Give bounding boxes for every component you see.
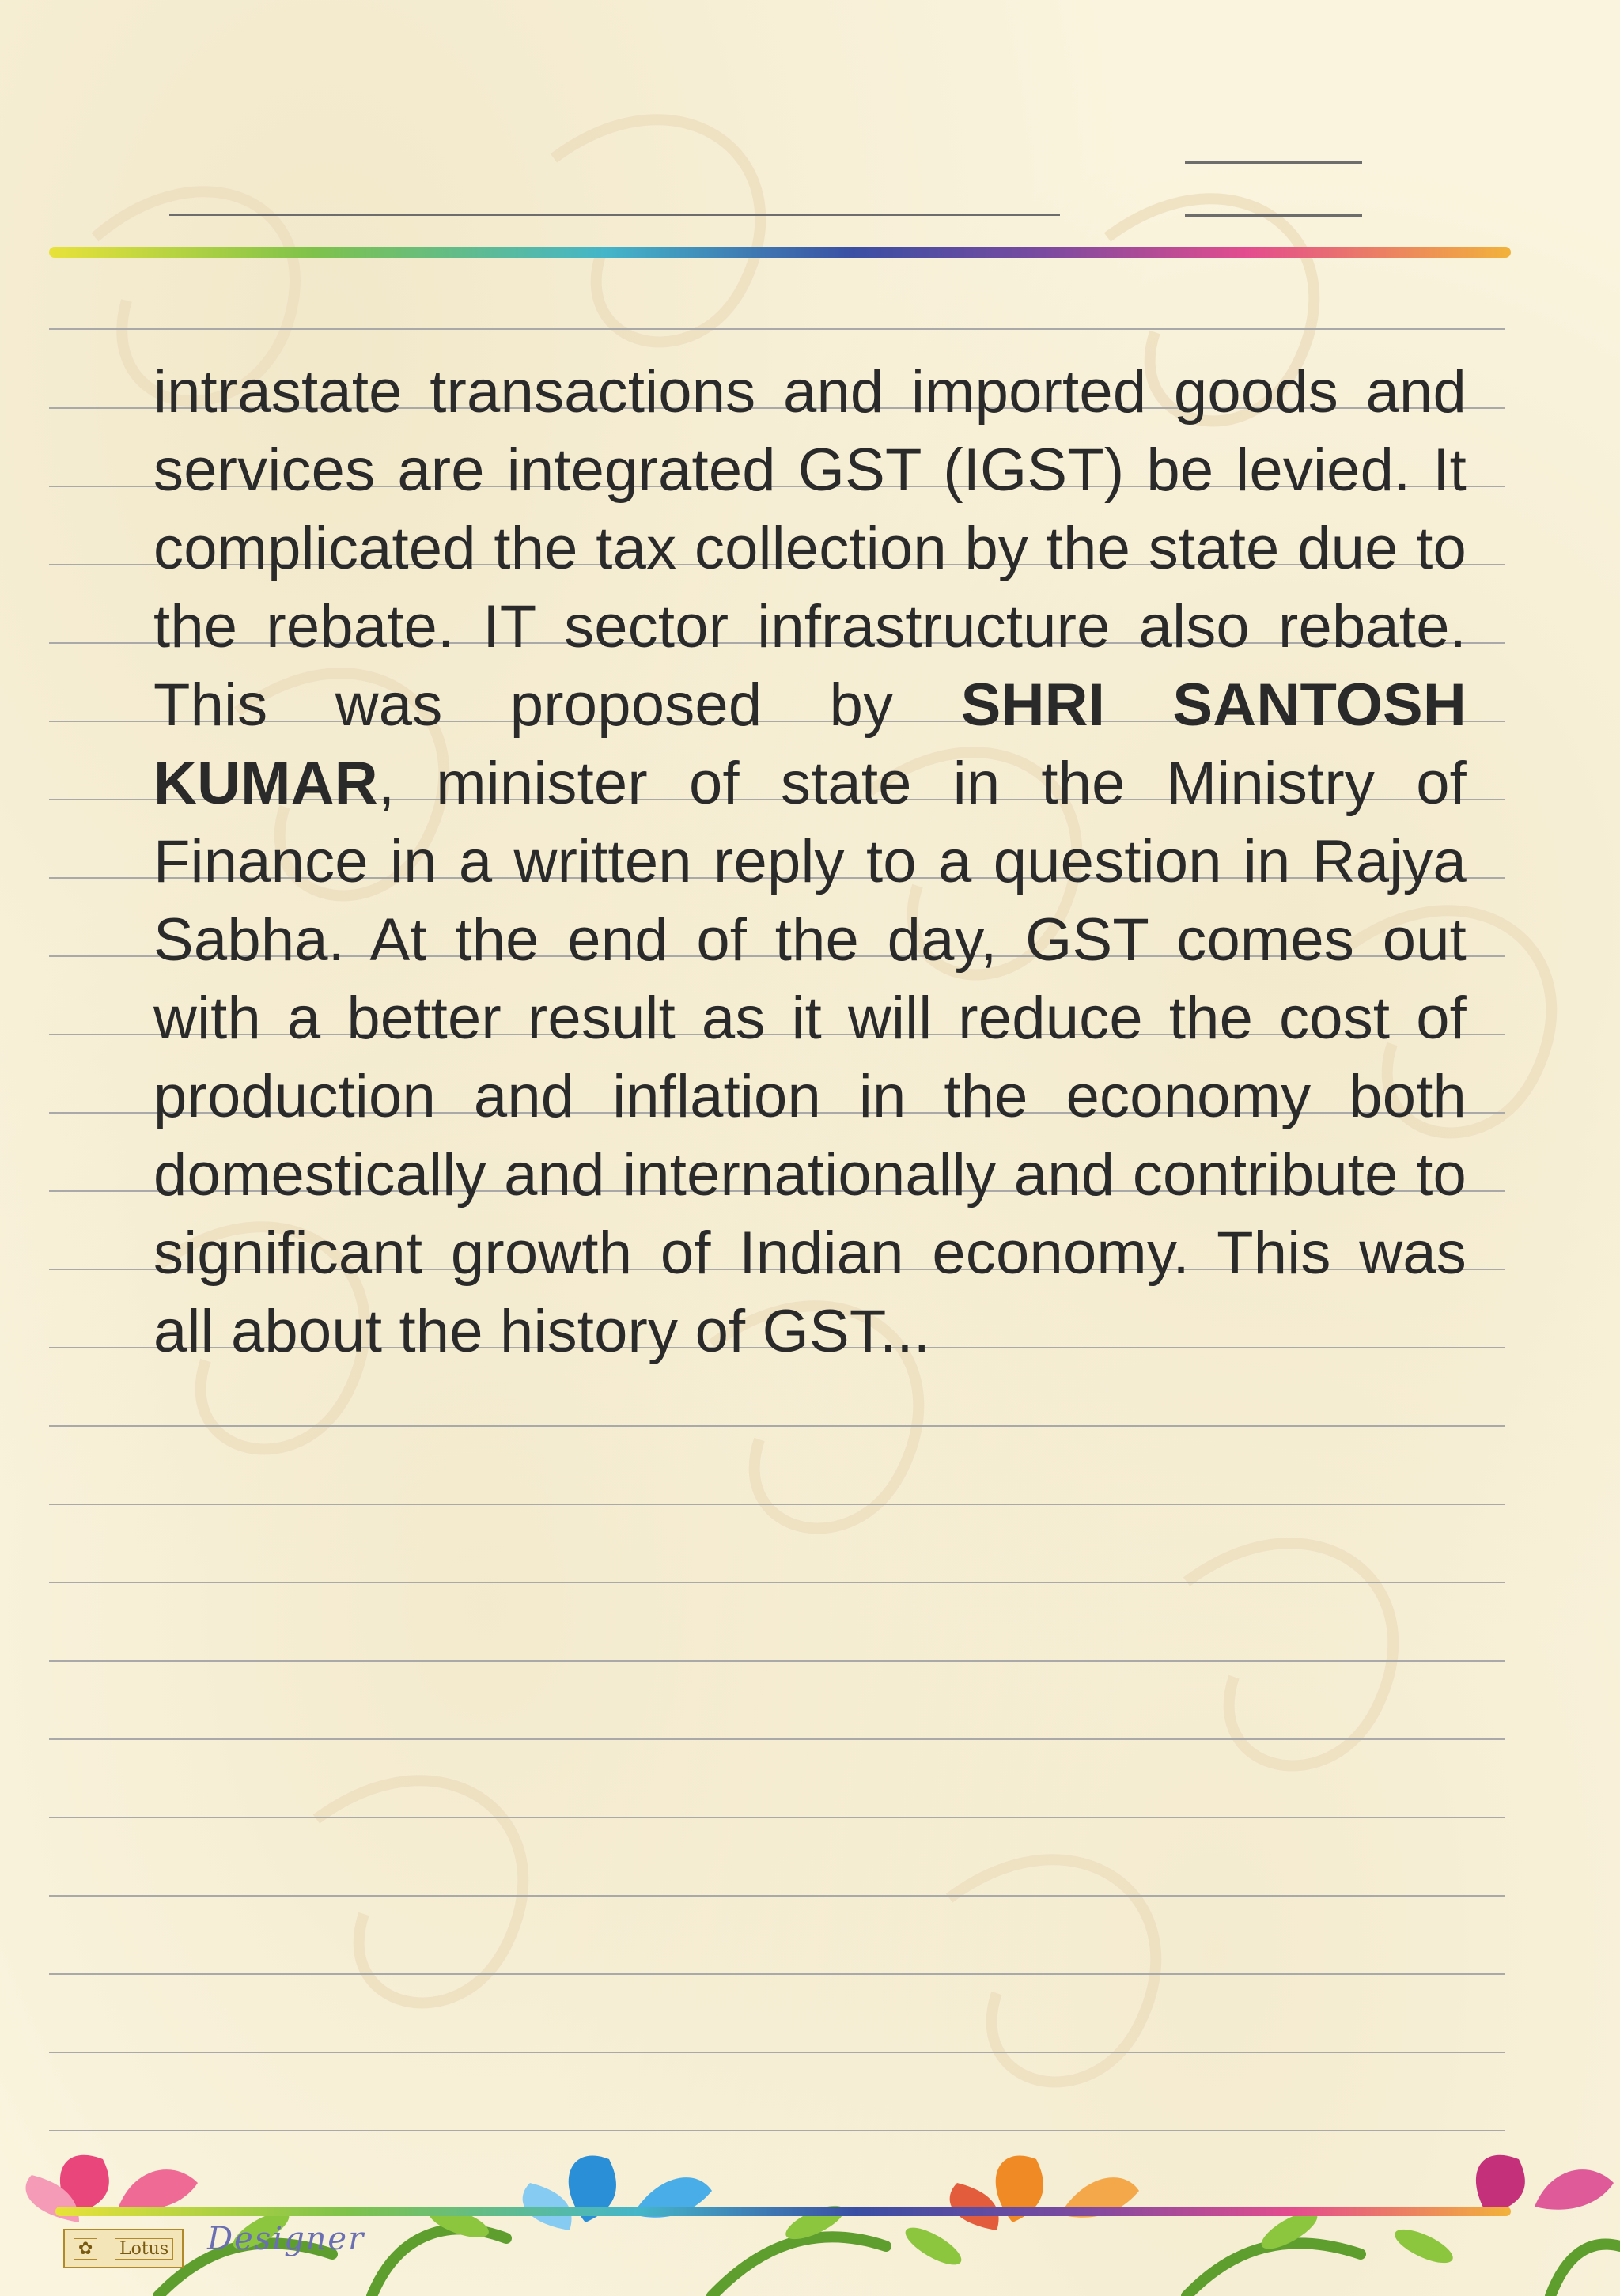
paragraph-text-part1: intrastate transactions and imported goods and services are integrated GST (IGST) be levied. It complicated the tax collection by the state due to the rebate. IT sector infrastructure also rebate. This was proposed by	[153, 358, 1467, 739]
proposer-name: SHRI SANTOSH KUMAR	[153, 671, 1467, 817]
rule-line	[49, 328, 1505, 330]
flower-blue	[523, 2155, 712, 2230]
top-rainbow-border	[49, 247, 1511, 258]
rule-line	[49, 1895, 1505, 1897]
header-title-line	[169, 214, 1060, 216]
lotus-logo-text: Lotus	[115, 2238, 173, 2260]
flower-orange	[950, 2155, 1139, 2230]
header-date-line-bottom	[1185, 214, 1362, 217]
lotus-flower-icon: ✿	[74, 2238, 97, 2260]
rule-line	[49, 1504, 1505, 1505]
rule-line	[49, 1425, 1505, 1427]
rule-line	[49, 1582, 1505, 1583]
paragraph-text-part2: , minister of state in the Ministry of Finance in a written reply to a question in Rajya Sabha. At the end of the day, GST comes out with a better result as it will reduce the cost of production and inflation in the economy both domestically and internationally and contribute to significant growth of Indian economy. This was all about the history of GST...	[153, 750, 1467, 1365]
lotus-logo	[63, 2229, 184, 2268]
rule-line	[49, 1973, 1505, 1975]
rule-line	[49, 1817, 1505, 1818]
floral-footer-illustration	[0, 2128, 1620, 2296]
rule-line	[49, 2052, 1505, 2053]
body-paragraph	[153, 353, 1467, 1371]
header-date-line-top	[1185, 161, 1362, 164]
rule-line	[49, 1660, 1505, 1662]
designer-brand-text: Designer	[207, 2221, 365, 2257]
rule-line	[49, 1738, 1505, 1740]
flower-magenta-right	[1476, 2155, 1614, 2215]
